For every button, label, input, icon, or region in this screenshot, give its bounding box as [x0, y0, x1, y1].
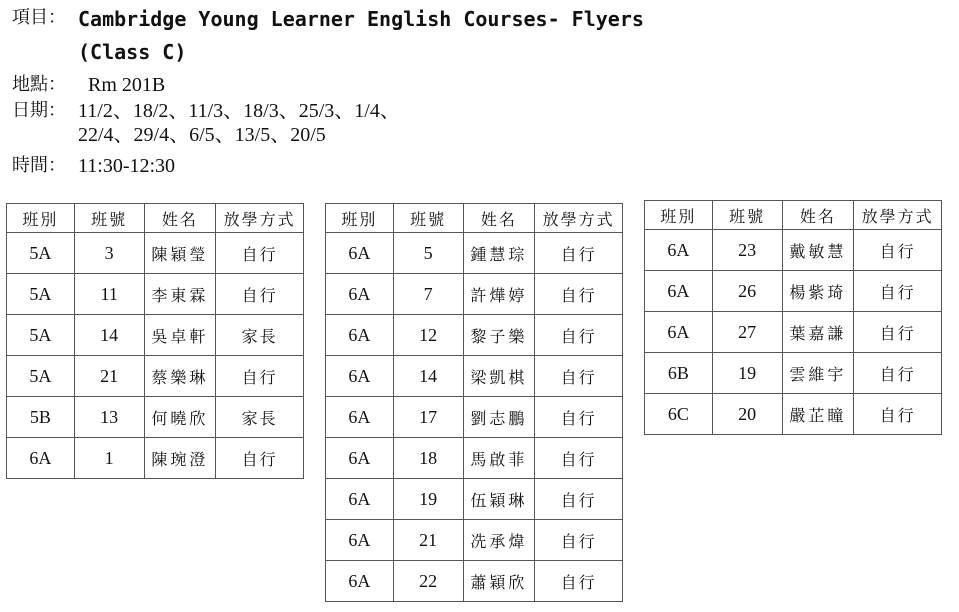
time-value: 11:30-12:30 — [78, 155, 176, 177]
name-cell: 伍穎琳 — [463, 479, 535, 520]
dismissal-cell: 自行 — [216, 356, 304, 397]
name-cell: 何曉欣 — [144, 397, 216, 438]
dismissal-cell: 自行 — [535, 479, 623, 520]
class-cell: 6A — [645, 230, 713, 271]
class-cell: 6A — [645, 312, 713, 353]
name-cell: 蕭穎欣 — [463, 561, 535, 602]
header-row — [7, 204, 304, 233]
dates-line-2: 22/4、29/4、6/5、13/5、20/5 — [78, 124, 326, 146]
name-header: 姓名 — [144, 204, 216, 233]
table-row — [7, 438, 304, 479]
number-cell: 11 — [74, 274, 144, 315]
class-cell: 6A — [326, 561, 394, 602]
class-cell: 6C — [645, 394, 713, 435]
name-cell: 葉嘉謙 — [782, 312, 854, 353]
table-row — [645, 230, 942, 271]
header-row — [326, 204, 623, 233]
name-cell: 黎子樂 — [463, 315, 535, 356]
table-row — [7, 274, 304, 315]
number-cell: 20 — [712, 394, 782, 435]
class-header: 班別 — [645, 201, 713, 230]
table-row — [645, 312, 942, 353]
number-cell: 12 — [393, 315, 463, 356]
table-row — [7, 356, 304, 397]
roster-table-3 — [644, 200, 942, 435]
number-cell: 21 — [74, 356, 144, 397]
number-cell: 19 — [712, 353, 782, 394]
class-cell: 6A — [326, 274, 394, 315]
roster-table-1 — [6, 203, 304, 479]
dates-line-1: 11/2、18/2、11/3、18/3、25/3、1/4、 — [78, 100, 400, 122]
class-cell: 6A — [326, 233, 394, 274]
number-cell: 7 — [393, 274, 463, 315]
dismissal-cell: 自行 — [854, 271, 942, 312]
number-cell: 1 — [74, 438, 144, 479]
number-header: 班號 — [393, 204, 463, 233]
table-row — [326, 438, 623, 479]
name-cell: 陳琬澄 — [144, 438, 216, 479]
number-cell: 17 — [393, 397, 463, 438]
class-cell: 5A — [7, 233, 75, 274]
table-row — [326, 315, 623, 356]
class-header: 班別 — [7, 204, 75, 233]
class-cell: 6A — [326, 315, 394, 356]
table-row — [326, 561, 623, 602]
dismissal-cell: 自行 — [535, 438, 623, 479]
dismissal-cell: 自行 — [535, 520, 623, 561]
dismissal-cell: 自行 — [854, 353, 942, 394]
class-cell: 6A — [326, 356, 394, 397]
table-row — [326, 397, 623, 438]
name-cell: 雲維宇 — [782, 353, 854, 394]
name-cell: 李東霖 — [144, 274, 216, 315]
number-cell: 27 — [712, 312, 782, 353]
roster-table-2 — [325, 203, 623, 602]
table-row — [645, 353, 942, 394]
project-label: 項目： — [12, 7, 66, 28]
number-cell: 23 — [712, 230, 782, 271]
class-cell: 6A — [326, 479, 394, 520]
location-value: Rm 201B — [88, 74, 166, 96]
number-cell: 19 — [393, 479, 463, 520]
name-cell: 鍾慧琮 — [463, 233, 535, 274]
dismissal-cell: 自行 — [535, 356, 623, 397]
dismissal-cell: 自行 — [535, 233, 623, 274]
table-row — [7, 233, 304, 274]
name-cell: 吳卓軒 — [144, 315, 216, 356]
class-cell: 6A — [326, 438, 394, 479]
number-cell: 5 — [393, 233, 463, 274]
dismissal-cell: 自行 — [854, 394, 942, 435]
name-cell: 嚴芷瞳 — [782, 394, 854, 435]
dismissal-cell: 自行 — [216, 438, 304, 479]
table-row — [7, 315, 304, 356]
name-cell: 梁凱棋 — [463, 356, 535, 397]
dismissal-header: 放學方式 — [535, 204, 623, 233]
number-header: 班號 — [712, 201, 782, 230]
header-row — [645, 201, 942, 230]
number-header: 班號 — [74, 204, 144, 233]
name-cell: 戴敏慧 — [782, 230, 854, 271]
number-cell: 13 — [74, 397, 144, 438]
name-cell: 劉志鵬 — [463, 397, 535, 438]
class-cell: 5B — [7, 397, 75, 438]
name-cell: 馬啟菲 — [463, 438, 535, 479]
name-cell: 蔡樂琳 — [144, 356, 216, 397]
table-row — [645, 271, 942, 312]
name-cell: 冼承煒 — [463, 520, 535, 561]
dismissal-cell: 自行 — [535, 397, 623, 438]
name-header: 姓名 — [782, 201, 854, 230]
table-row — [7, 397, 304, 438]
dismissal-cell: 自行 — [216, 274, 304, 315]
time-label: 時間： — [12, 155, 66, 176]
class-cell: 6A — [7, 438, 75, 479]
dismissal-cell: 自行 — [535, 315, 623, 356]
name-header: 姓名 — [463, 204, 535, 233]
class-cell: 6B — [645, 353, 713, 394]
table-row — [326, 274, 623, 315]
class-cell: 5A — [7, 356, 75, 397]
dismissal-cell: 家長 — [216, 315, 304, 356]
name-cell: 許燁婷 — [463, 274, 535, 315]
table-row — [326, 356, 623, 397]
course-class: (Class C) — [78, 40, 187, 64]
dates-label: 日期： — [12, 100, 66, 121]
table-row — [326, 233, 623, 274]
number-cell: 3 — [74, 233, 144, 274]
dismissal-cell: 自行 — [535, 274, 623, 315]
number-cell: 14 — [74, 315, 144, 356]
dismissal-cell: 自行 — [854, 230, 942, 271]
course-title: Cambridge Young Learner English Courses- Flyers — [78, 7, 644, 31]
dismissal-cell: 家長 — [216, 397, 304, 438]
location-label: 地點： — [12, 74, 66, 95]
name-cell: 陳穎瑩 — [144, 233, 216, 274]
class-cell: 5A — [7, 315, 75, 356]
class-cell: 6A — [326, 520, 394, 561]
number-cell: 22 — [393, 561, 463, 602]
class-cell: 6A — [326, 397, 394, 438]
number-cell: 21 — [393, 520, 463, 561]
number-cell: 14 — [393, 356, 463, 397]
table-row — [645, 394, 942, 435]
class-cell: 6A — [645, 271, 713, 312]
class-header: 班別 — [326, 204, 394, 233]
dismissal-cell: 自行 — [854, 312, 942, 353]
dismissal-header: 放學方式 — [216, 204, 304, 233]
number-cell: 26 — [712, 271, 782, 312]
table-row — [326, 479, 623, 520]
class-cell: 5A — [7, 274, 75, 315]
dismissal-cell: 自行 — [535, 561, 623, 602]
dismissal-header: 放學方式 — [854, 201, 942, 230]
name-cell: 楊紫琦 — [782, 271, 854, 312]
table-row — [326, 520, 623, 561]
number-cell: 18 — [393, 438, 463, 479]
dismissal-cell: 自行 — [216, 233, 304, 274]
